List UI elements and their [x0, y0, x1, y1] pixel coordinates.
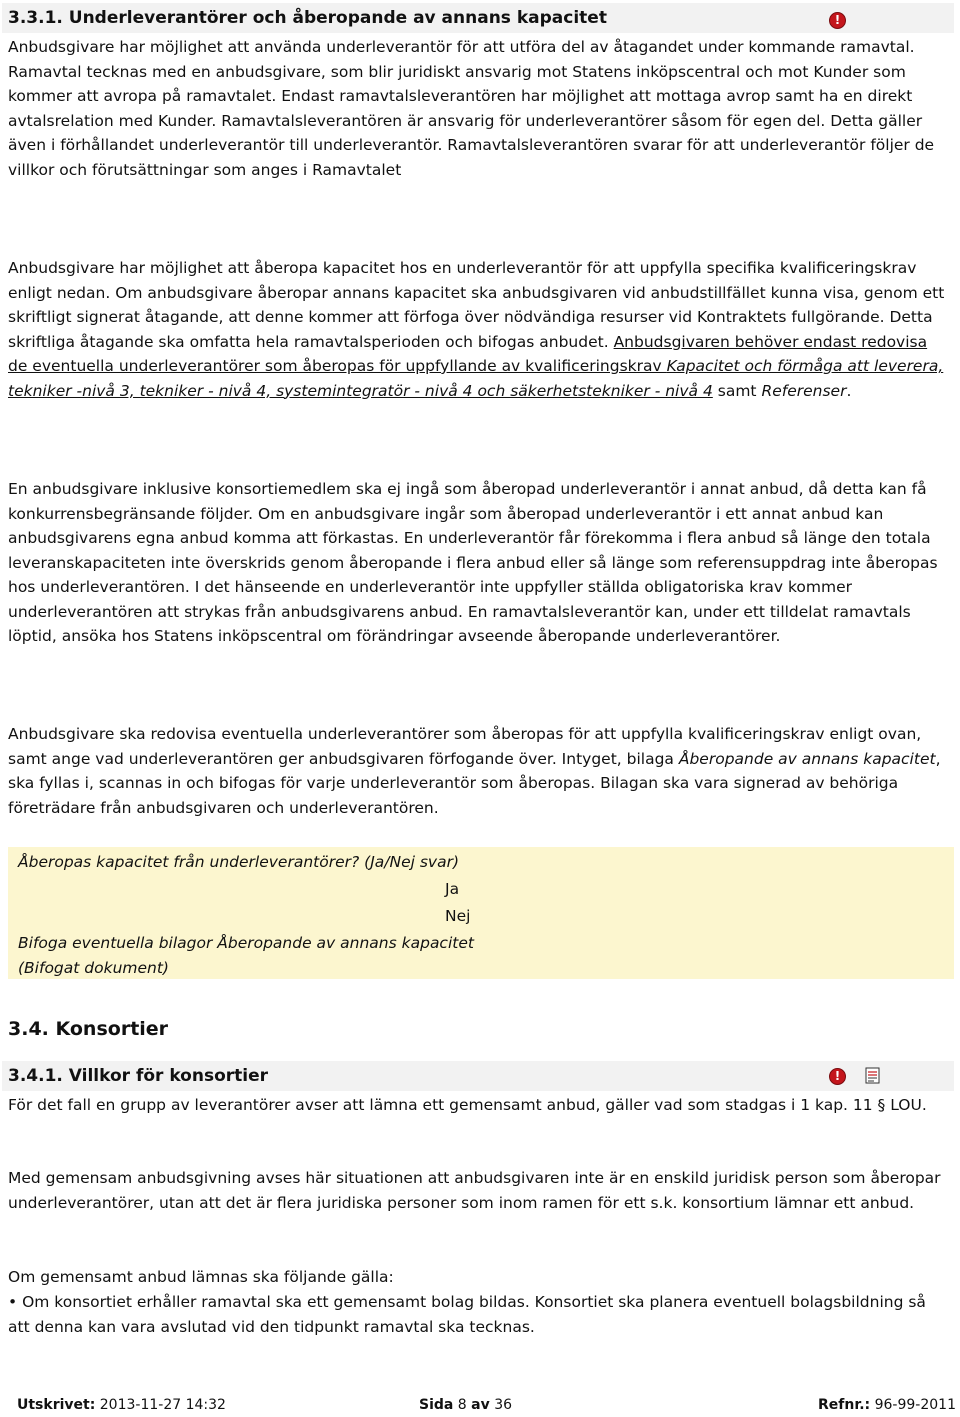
section-heading-3-4: 3.4. Konsortier [8, 1018, 169, 1040]
footer-value: 8 [453, 1397, 472, 1413]
footer-value: 36 [489, 1397, 513, 1413]
paragraph-text: Om gemensamt anbud lämnas ska följande gälla: [8, 1268, 394, 1286]
paragraph-text: Anbudsgivare har möjlighet att använda underleverantör för att utföra del av åtagandet under kommande ramavtal. Ramavtal tecknas med en anbudsgivare, som blir juridiskt ansvarig mot Statens inköpscentral och mot Kunder som kommer att avropa på ramavtalet. Endast ramavtalsleverantören har möjlighet att mottaga avrop samt ha en direkt avtalsrelation med Kunder. Ramavtalsleverantören är ansvarig för underleverantörer såsom för egen del. Detta gäller även i förhållandet underleverantör till underleverantör. Ramavtalsleverantören svarar för att underleverantör följer de villkor och förutsättningar som anges i Ramavtalet [8, 38, 935, 179]
text-run: . [846, 381, 852, 400]
section-header-3-4-1 [2, 1061, 954, 1091]
footer-value: 2013-11-27 14:32 [95, 1397, 226, 1413]
section-title: 3.4.1. Villkor för konsortier [8, 1066, 269, 1086]
paragraph-report-subcontractors [8, 722, 948, 820]
footer-label: Refnr.: [818, 1397, 871, 1413]
text-run: , ska fyllas i, scannas in och bifogas för varje underleverantör som åberopas. Bilagan ska vara signerad av behöriga företrädare från anbudsgivaren och underleverantören. [8, 749, 941, 817]
attachment-label [18, 931, 474, 955]
italic-text: Åberopas kapacitet från underleverantörer? (Ja/Nej svar) [18, 853, 460, 871]
text-run: Anbudsgivare ska redovisa eventuella underleverantörer som åberopas för att uppfylla kvalificeringskrav enligt ovan, samt ange vad underleverantören ger anbudsgivaren förfogande över. Intyget, bilaga [8, 725, 922, 768]
paragraph-text [8, 722, 948, 820]
text-run: samt [712, 381, 762, 400]
footer-page [419, 1397, 512, 1413]
document-icon[interactable] [864, 1067, 881, 1084]
attachment-note[interactable] [18, 956, 169, 980]
section-title: 3.3.1. Underleverantörer och åberopande av annans kapacitet [8, 8, 607, 28]
footer-label: av [471, 1397, 490, 1413]
paragraph-text: Med gemensam anbudsgivning avses här situationen att anbudsgivaren inte är en enskild juridisk person som åberopar underleverantörer, utan att det är flera juridiska personer som inom ramen för ett s.k. konsortium lämnar ett anbud. [8, 1169, 941, 1212]
paragraph-text: För det fall en grupp av leverantörer avser att lämna ett gemensamt anbud, gäller vad som stadgas i 1 kap. 11 § LOU. [8, 1096, 927, 1114]
italic-text: Åberopande av annans kapacitet [678, 749, 936, 768]
warning-icon[interactable]: ! [829, 12, 846, 29]
warning-icon[interactable]: ! [829, 1068, 846, 1085]
footer-value: 96-99-2011 [870, 1397, 956, 1413]
italic-text: Referenser [761, 381, 847, 400]
question-box [8, 847, 954, 979]
paragraph-text: • Om konsortiet erhåller ramavtal ska ett gemensamt bolag bildas. Konsortiet ska planera eventuell bolagsbildning så att denna kan vara avslutad vid den tidpunkt ramavtal ska tecknas. [8, 1293, 926, 1336]
text-run: Anbudsgivaren behöver endast redovisa de eventuella underleverantörer som åberopas för uppfyllande av kvalificeringskrav [8, 332, 928, 375]
paragraph-joint-tender [8, 1166, 948, 1215]
section-header-3-3-1 [2, 3, 954, 33]
paragraph-capacity [8, 256, 948, 403]
question-label [18, 850, 459, 874]
footer-label: Utskrivet: [17, 1397, 96, 1413]
bullet-item [8, 1290, 948, 1339]
text-run: Anbudsgivare har möjlighet att åberopa kapacitet hos en underleverantör för att uppfylla specifika kvalificeringskrav enligt nedan. Om anbudsgivare åberopar annans kapacitet ska anbudsgivaren vid anbudstillfället kunna visa, genom ett skriftligt signerat åtagande, att denne kommer att förfoga över nödvändiga resurser vid Kontraktets fullgörande. Detta skriftliga åtagande ska omfatta hela ramavtalsperioden och bifogas anbudet. [8, 259, 945, 351]
paragraph-subcontractors [8, 35, 948, 182]
option-yes[interactable]: Ja [445, 880, 460, 898]
paragraph-conditions-intro [8, 1265, 948, 1290]
paragraph-text [8, 256, 948, 403]
footer-label: Sida [419, 1397, 454, 1413]
option-no[interactable]: Nej [445, 907, 471, 925]
italic-text: (Bifogat dokument) [18, 959, 169, 977]
paragraph-consortium-member [8, 477, 948, 649]
italic-text: Bifoga eventuella bilagor Åberopande av annans kapacitet [18, 934, 474, 952]
paragraph-consortium-law [8, 1093, 948, 1118]
footer-refnr [818, 1397, 956, 1413]
paragraph-text: En anbudsgivare inklusive konsortiemedlem ska ej ingå som åberopad underleverantör i annat anbud, då detta kan få konkurrensbegränsande följder. Om en anbudsgivare ingår som åberopad underleverantör i ett annat anbud kan anbudsgivarens egna anbud komma att förkastas. En underleverantör får förekomma i flera anbud så länge den totala leveranskapaciteten inte överskrids genom åberopande i flera anbud eller så länge som referensuppdrag inte åberopas hos underleverantören. I det hänseende en underleverantör inte uppfyller ställda obligatoriska krav kommer underleverantören att strykas från anbudsgivarens anbud. En ramavtalsleverantör kan, under ett tilldelat ramavtals löptid, ansöka hos Statens inköpscentral om förändringar avseende åberopande underleverantörer. [8, 480, 938, 645]
italic-text: Kapacitet och förmåga att leverera, tekniker -nivå 3, tekniker - nivå 4, systemintegratör - nivå 4 och säkerhetstekniker - nivå 4 [8, 357, 944, 400]
footer-printed [17, 1397, 226, 1413]
